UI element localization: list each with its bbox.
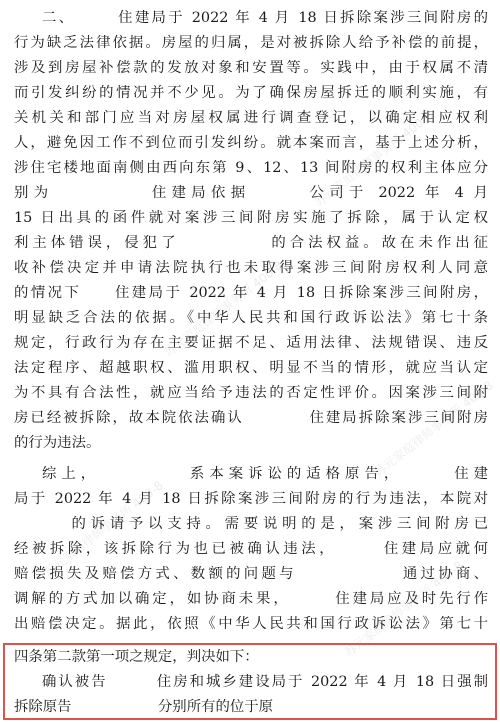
text-line: 别为 住建局依据 公司于 2022 年 4 月: [14, 185, 488, 201]
text-line: 明显缺乏合法的依据。《中华人民共和国行政诉讼法》第七十条: [14, 310, 488, 326]
text-line: 确认被告 住房和城乡建设局于 2022 年 4 月 18 日强制: [42, 674, 488, 690]
text-line: 涉住宅楼地面南侧由西向东第 9、12、13 间附房的权利主体应分: [14, 160, 488, 176]
text-line: 为不具有合法性，就应当给予违法的否定性评价。因案涉三间附: [14, 385, 488, 401]
text-line: 赔偿损失及赔偿方式、数额的问题与 通过协商、: [14, 566, 488, 582]
text-line: 15 日出具的函件就对案涉三间附房实施了拆除，属于认定权: [14, 210, 488, 226]
watermark: 苏元家庭律师事务所 400-8: [41, 478, 166, 580]
text-line: 收补偿决定并申请法院执行也未取得案涉三间附房权利人同意: [14, 260, 488, 276]
text-line: 房已经被拆除，故本院依法确认 住建局拆除案涉三间附房: [14, 410, 488, 426]
text-line: 的诉请予以支持。需要说明的是，案涉三间附房已: [14, 516, 488, 532]
text-line: 出赔偿决定。据此，依照《中华人民共和国行政诉讼法》第七十: [14, 616, 488, 632]
text-line: 的情况下 住建局于 2022 年 4 月 18 日拆除案涉三间附房，: [14, 285, 488, 301]
text-line: 局于 2022 年 4 月 18 日拆除案涉三间附房的行为违法，本院对: [14, 491, 488, 507]
text-line: 法定程序、超越职权、滥用职权、明显不当的情形，就应当认定: [14, 360, 488, 376]
text-line: 行为缺乏法律依据。房屋的归属，是对被拆除人给予补偿的前提，: [14, 35, 488, 51]
text-line: 而引发纠纷的情况并不少见。为了确保房屋拆迁的顺利实施，有: [14, 85, 488, 101]
text-line: 关机关和部门应当对房屋权属进行调查登记，以确定相应权利: [14, 110, 488, 126]
text-line: 人，避免因工作不到位而引发纠纷。就本案而言，基于上述分析，: [14, 135, 488, 151]
watermark: 苏元家庭律师事务所 400-8: [161, 258, 286, 360]
highlight-box: [3, 643, 497, 720]
text-line: 调解的方式加以确定，如协商未果， 住建局应及时先行作: [14, 591, 488, 607]
text-line: 综上， 系本案诉讼的适格原告， 住建: [42, 466, 488, 482]
text-line: 利主体错误，侵犯了 的合法权益。故在未作出征: [14, 235, 488, 251]
text-line: 的行为违法。: [14, 435, 101, 451]
text-line: 二、 住建局于 2022 年 4 月 18 日拆除案涉三间附房的: [42, 10, 488, 26]
text-line: 涉及到房屋补偿款的发放对象和安置等。实践中，由于权属不清: [14, 60, 488, 76]
text-line: 拆除原告 分别所有的位于原: [14, 699, 274, 715]
text-line: 规定，行政行为存在主要证据不足、适用法律、法规错误、违反: [14, 335, 488, 351]
watermark: 苏元家庭律师事务所 400-8: [311, 108, 436, 210]
watermark: 苏元家庭律师事务所 400-8: [371, 378, 496, 480]
watermark: 苏元家庭律师事务所 400-8: [341, 558, 466, 660]
text-line: 四条第二款第一项之规定，判决如下：: [14, 649, 259, 665]
text-line: 经被拆除，该拆除行为也已被确认违法， 住建局应就何: [14, 541, 488, 557]
